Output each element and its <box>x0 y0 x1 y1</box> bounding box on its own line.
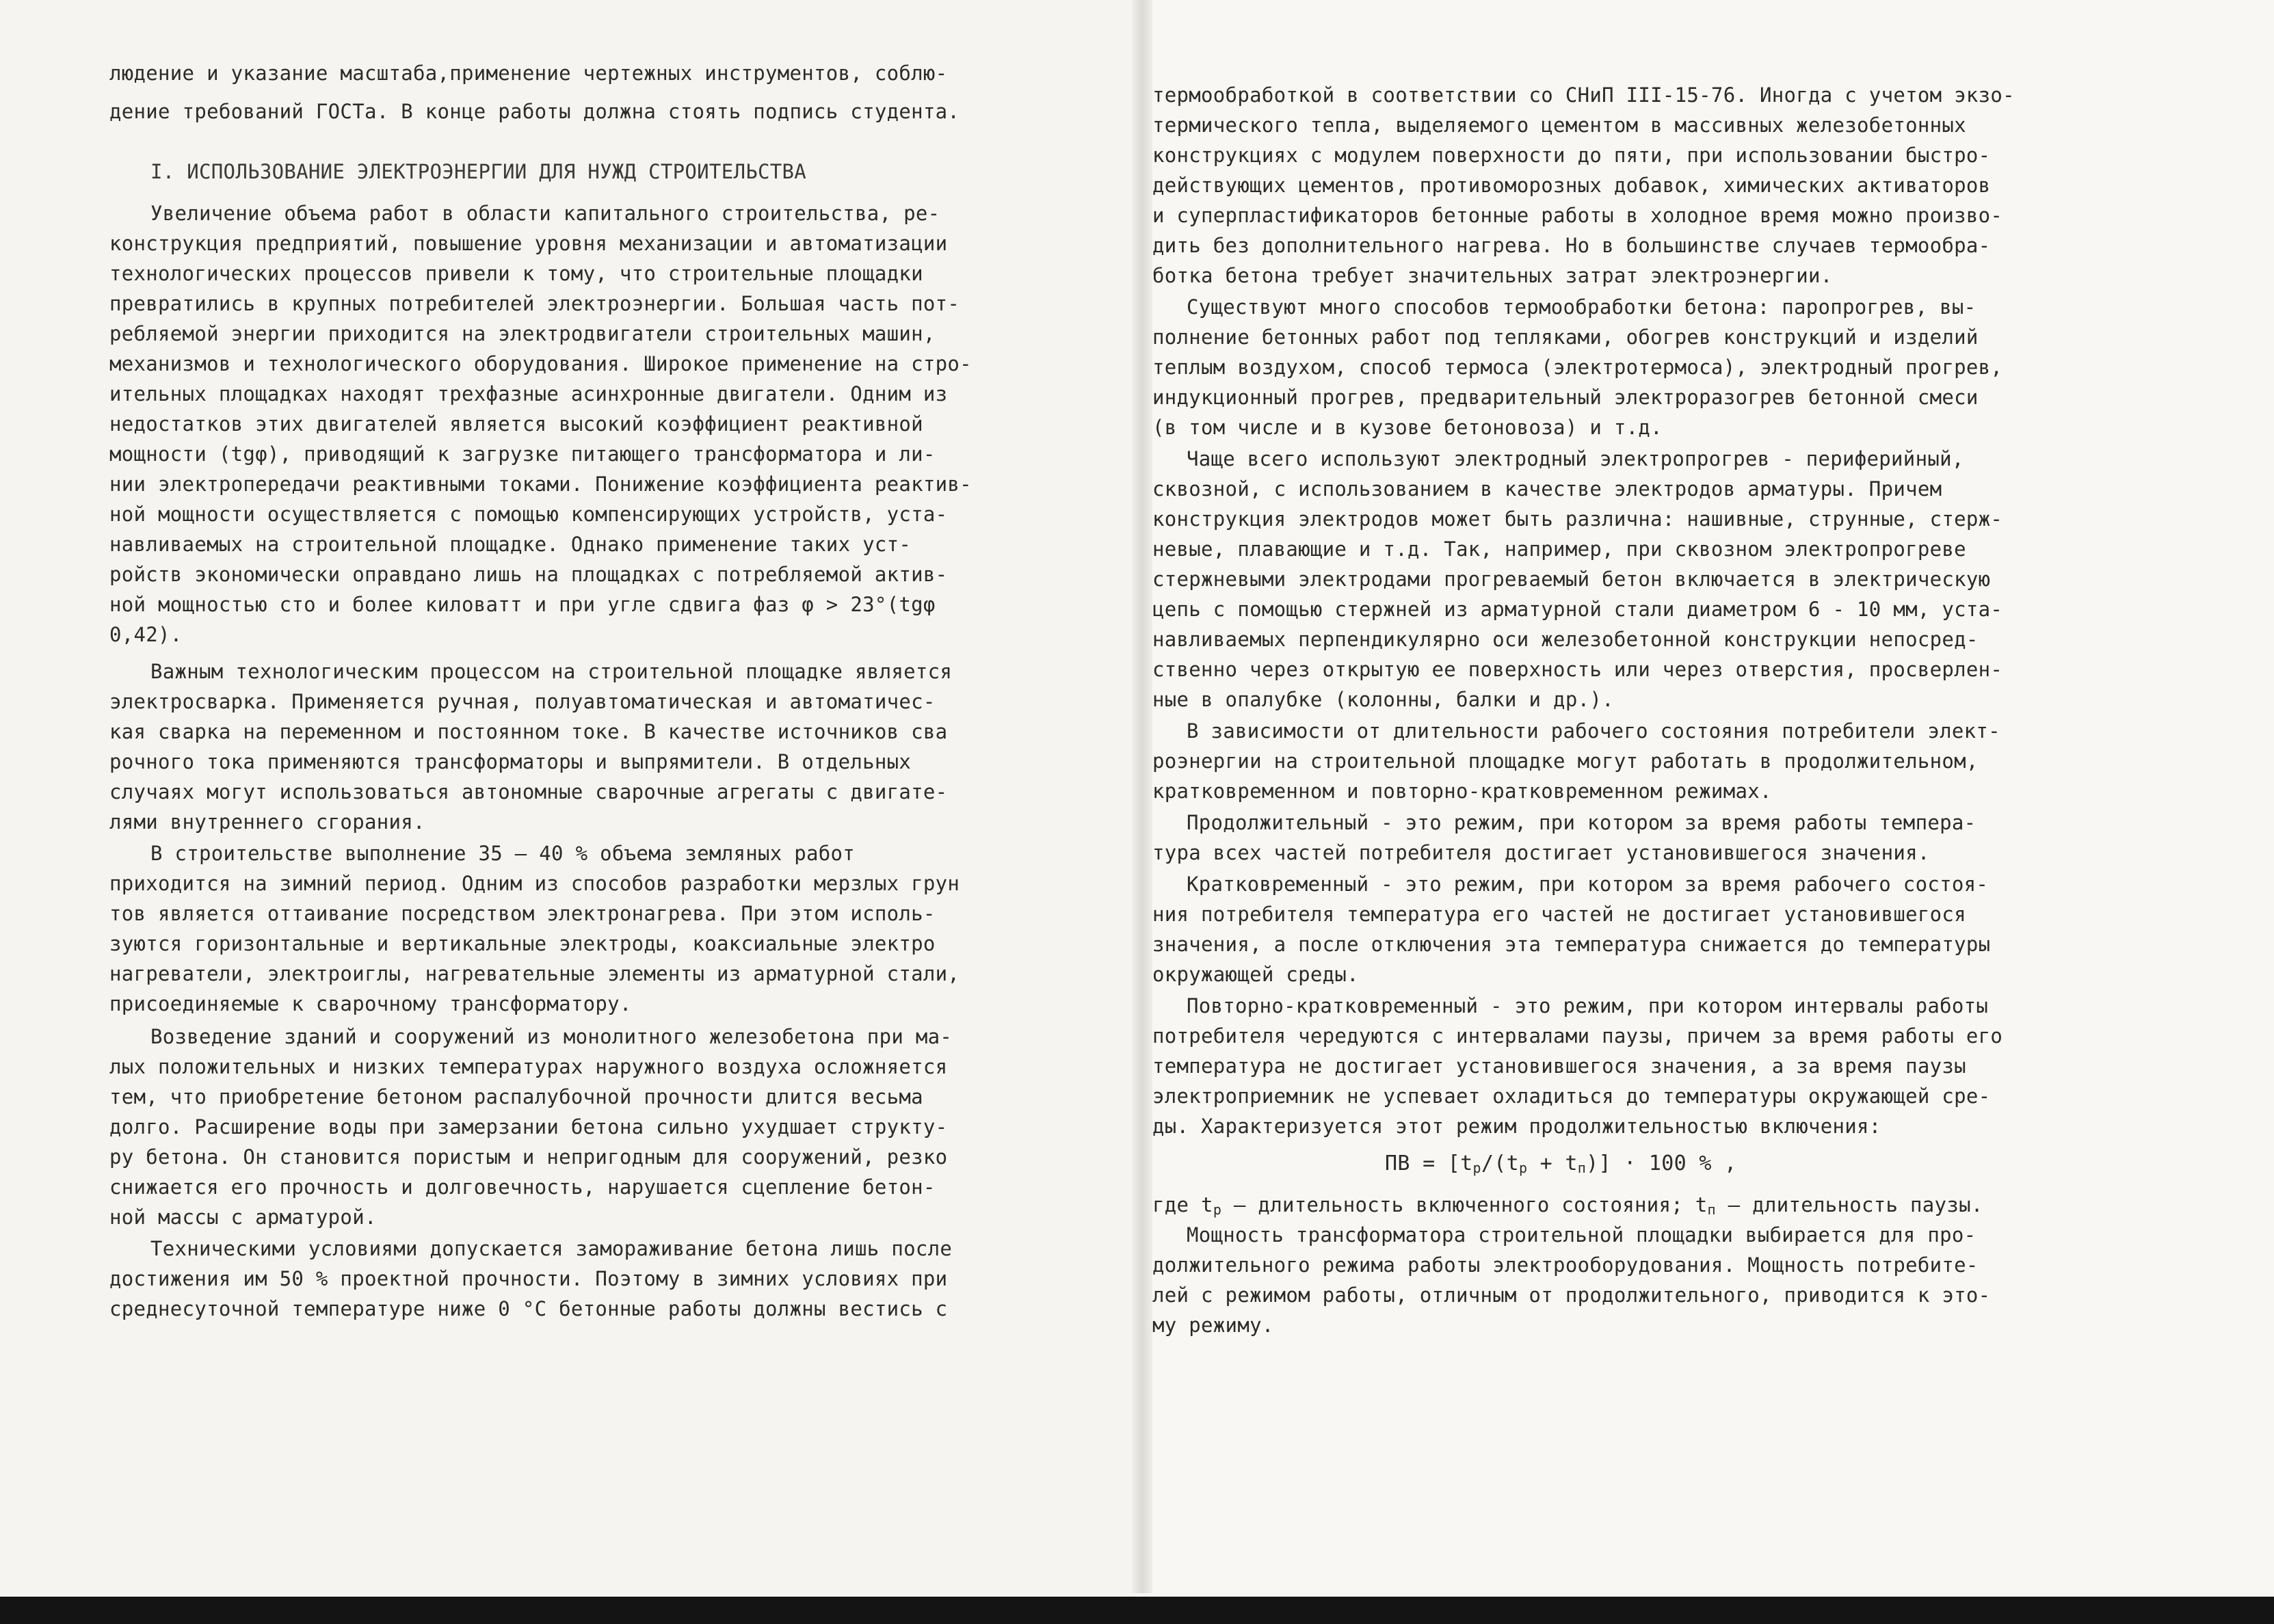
left-intro-line: людение и указание масштаба,применение чертежных инструментов, соблю- <box>109 62 948 85</box>
left-body-line: технологических процессов привели к тому, что строительные площадки <box>109 262 923 285</box>
right-body-line: Продолжительный - это режим, при котором за время работы темпера- <box>1187 811 1976 834</box>
left-body-line: Важным технологическим процессом на строительной площадке является <box>150 660 953 683</box>
right-body-line: Чаще всего используют электродный электропрогрев - периферийный, <box>1187 447 1964 470</box>
left-body-line: рочного тока применяются трансформаторы и выпрямители. В отдельных <box>109 750 912 773</box>
right-body-line: навливаемых перпендикулярно оси железобетонной конструкции непосред- <box>1152 628 1979 651</box>
left-body-line: снижается его прочность и долговечность, нарушается сцепление бетон- <box>109 1175 936 1199</box>
page-fold <box>1132 0 1152 1593</box>
right-body-line: стержневыми электродами прогреваемый бетон включается в электрическую <box>1152 568 1991 591</box>
left-intro-line: дение требований ГОСТа. В конце работы должна стоять подпись студента. <box>109 100 960 123</box>
right-body-line: теплым воздухом, способ термоса (электротермоса), электродный прогрев, <box>1152 356 2003 379</box>
right-body-line: действующих цементов, противоморозных добавок, химических активаторов <box>1152 174 1991 197</box>
left-body-line: лями внутреннего сгорания. <box>109 810 425 834</box>
right-body-line: Мощность трансформатора строительной площадки выбирается для про- <box>1187 1223 1976 1247</box>
right-body-line: тура всех частей потребителя достигает установившегося значения. <box>1152 841 1930 864</box>
right-body-line: цепь с помощью стержней из арматурной стали диаметром 6 - 10 мм, уста- <box>1152 598 2003 621</box>
right-body-line: Повторно-кратковременный - это режим, при котором интервалы работы <box>1187 994 1989 1017</box>
right-body-line: окружающей среды. <box>1152 963 1359 986</box>
left-body-line: ребляемой энергии приходится на электродвигатели строительных машин, <box>109 322 936 345</box>
left-body-line: ной мощностью сто и более киловатт и при угле сдвига фаз φ > 23°(tgφ <box>109 593 936 616</box>
formula-note: где $t_р$ – длительность включенного состояния; $t_п$ – длительность паузы. <box>1152 1193 1983 1218</box>
left-body-line: мощности (tgφ), приводящий к загрузке питающего трансформатора и ли- <box>109 442 936 466</box>
left-body-line: Увеличение объема работ в области капитального строительства, ре- <box>150 202 940 225</box>
left-body-line: среднесуточной температуре ниже 0 °С бетонные работы должны вестись с <box>109 1297 948 1320</box>
right-body-line: Кратковременный - это режим, при котором за время рабочего состоя- <box>1187 873 1989 896</box>
right-body-line: сквозной, с использованием в качестве электродов арматуры. Причем <box>1152 477 1942 501</box>
duty-cycle-formula: ПВ = $[t_р/(t_р + t_п)] \cdot 100$ % , <box>1385 1152 1737 1176</box>
left-body-line: приходится на зимний период. Одним из способов разработки мерзлых грун <box>109 872 960 895</box>
left-body-line: нагреватели, электроиглы, нагревательные элементы из арматурной стали, <box>109 962 960 985</box>
right-body-line: электроприемник не успевает охладиться до температуры окружающей сре- <box>1152 1084 1991 1108</box>
right-body-line: термического тепла, выделяемого цементом в массивных железобетонных <box>1152 114 1966 137</box>
left-body-line: В строительстве выполнение 35 – 40 % объема земляных работ <box>150 842 856 865</box>
left-body-line: электросварка. Применяется ручная, полуавтоматическая и автоматичес- <box>109 690 936 713</box>
left-body-line: ру бетона. Он становится пористым и непригодным для сооружений, резко <box>109 1145 948 1169</box>
right-body-line: индукционный прогрев, предварительный электроразогрев бетонной смеси <box>1152 386 1979 409</box>
left-body-line: навливаемых на строительной площадке. Однако применение таких уст- <box>109 533 912 556</box>
right-body-line: ботка бетона требует значительных затрат электроэнергии. <box>1152 264 1833 287</box>
right-body-line: дить без дополнительного нагрева. Но в большинстве случаев термообра- <box>1152 234 1991 257</box>
right-body-line: значения, а после отключения эта температура снижается до температуры <box>1152 933 1991 956</box>
left-body-line: ной массы с арматурой. <box>109 1206 377 1229</box>
right-body-line: кратковременном и повторно-кратковременном режимах. <box>1152 780 1772 803</box>
scan-bottom-edge <box>0 1597 2274 1624</box>
left-body-line: ной мощности осуществляется с помощью компенсирующих устройств, уста- <box>109 503 948 526</box>
right-body-line: термообработкой в соответствии со СНиП III-15-76. Иногда с учетом экзо- <box>1152 83 2015 107</box>
left-body-line: зуются горизонтальные и вертикальные электроды, коаксиальные электро <box>109 932 936 955</box>
right-body-line: потребителя чередуются с интервалами паузы, причем за время работы его <box>1152 1024 2003 1048</box>
right-body-line: ния потребителя температура его частей не достигает установившегося <box>1152 903 1966 926</box>
left-body-line: тов является оттаивание посредством электронагрева. При этом исполь- <box>109 902 936 925</box>
left-body-line: тем, что приобретение бетоном распалубочной прочности длится весьма <box>109 1085 923 1108</box>
left-body-line: Техническими условиями допускается замораживание бетона лишь после <box>150 1237 953 1260</box>
left-page <box>0 0 1132 1593</box>
right-body-line: ственно через открытую ее поверхность или через отверстия, просверлен- <box>1152 658 2003 681</box>
left-body-line: кая сварка на переменном и постоянном токе. В качестве источников сва <box>109 720 948 743</box>
right-body-line: невые, плавающие и т.д. Так, например, при сквозном электропрогреве <box>1152 537 1966 561</box>
right-body-line: конструкциях с модулем поверхности до пяти, при использовании быстро- <box>1152 144 1991 167</box>
left-body-line: недостатков этих двигателей является высокий коэффициент реактивной <box>109 412 923 436</box>
left-body-line: 0,42). <box>109 623 183 646</box>
left-body-line: превратились в крупных потребителей электроэнергии. Большая часть пот- <box>109 292 960 315</box>
right-body-line: роэнергии на строительной площадке могут работать в продолжительном, <box>1152 749 1979 773</box>
section-heading: I. ИСПОЛЬЗОВАНИЕ ЭЛЕКТРОЭНЕРГИИ ДЛЯ НУЖД СТРОИТЕЛЬСТВА <box>150 160 807 183</box>
right-body-line: ды. Характеризуется этот режим продолжительностью включения: <box>1152 1115 1881 1138</box>
left-body-line: случаях могут использоваться автономные сварочные агрегаты с двигате- <box>109 780 948 803</box>
right-body-line: температура не достигает установившегося значения, а за время паузы <box>1152 1054 1966 1078</box>
left-body-line: ройств экономически оправдано лишь на площадках с потребляемой актив- <box>109 563 948 586</box>
left-body-line: механизмов и технологического оборудования. Широкое применение на стро- <box>109 352 972 375</box>
right-body-line: В зависимости от длительности рабочего состояния потребители элект- <box>1187 719 2000 743</box>
right-body-line: ные в опалубке (колонны, балки и др.). <box>1152 688 1614 711</box>
right-body-line: Существуют много способов термообработки бетона: паропрогрев, вы- <box>1187 295 1976 319</box>
right-body-line: (в том числе и в кузове бетоновоза) и т.д. <box>1152 416 1663 439</box>
right-body-line: му режиму. <box>1152 1314 1274 1337</box>
left-body-line: достижения им 50 % проектной прочности. Поэтому в зимних условиях при <box>109 1267 948 1290</box>
right-body-line: полнение бетонных работ под тепляками, обогрев конструкций и изделий <box>1152 325 1979 349</box>
left-body-line: лых положительных и низких температурах наружного воздуха осложняется <box>109 1055 948 1078</box>
left-body-line: долго. Расширение воды при замерзании бетона сильно ухудшает структу- <box>109 1115 948 1139</box>
right-body-line: конструкция электродов может быть различна: нашивные, струнные, стерж- <box>1152 507 2003 531</box>
right-body-line: должительного режима работы электрооборудования. Мощность потребите- <box>1152 1253 1979 1277</box>
left-body-line: конструкция предприятий, повышение уровня механизации и автоматизации <box>109 232 948 255</box>
left-body-line: ительных площадках находят трехфазные асинхронные двигатели. Одним из <box>109 382 948 405</box>
right-body-line: и суперпластификаторов бетонные работы в холодное время можно произво- <box>1152 204 2003 227</box>
left-body-line: Возведение зданий и сооружений из монолитного железобетона при ма- <box>150 1025 953 1048</box>
right-body-line: лей с режимом работы, отличным от продолжительного, приводится к это- <box>1152 1283 1991 1307</box>
left-body-line: нии электропередачи реактивными токами. Понижение коэффициента реактив- <box>109 472 972 496</box>
right-page <box>1152 0 2274 1593</box>
left-body-line: присоединяемые к сварочному трансформатору. <box>109 992 632 1015</box>
